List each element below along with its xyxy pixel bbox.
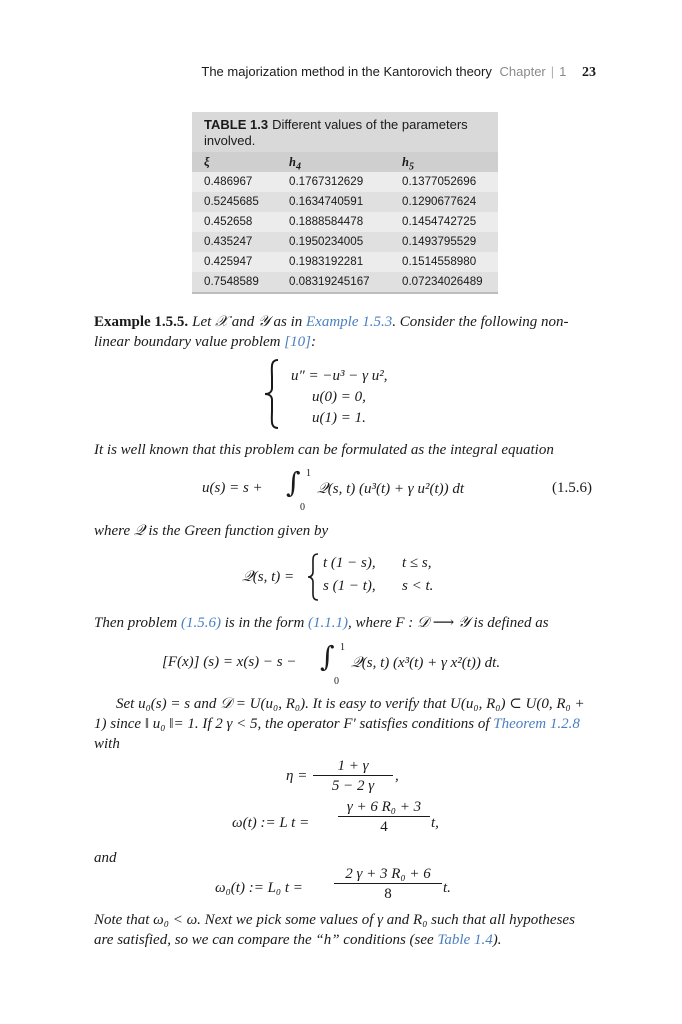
eq-f-upper-limit: 1 <box>340 642 345 653</box>
table-cell: 0.5245685 <box>204 195 259 208</box>
table-cell: 0.08319245167 <box>289 275 370 288</box>
table-cell: 0.435247 <box>204 235 253 248</box>
table-caption <box>192 112 498 152</box>
omega0-fraction <box>334 866 442 904</box>
chapter-number: 1 <box>559 64 567 79</box>
table-row <box>192 272 498 292</box>
and-word: and <box>94 850 117 866</box>
running-title: The majorization method in the Kantorovich theory <box>201 64 492 79</box>
table-1-4-link[interactable]: Table 1.4 <box>437 932 493 948</box>
left-brace-icon <box>262 358 282 430</box>
theorem-1-2-8-link[interactable]: Theorem 1.2.8 <box>493 716 580 732</box>
table-cell: 0.1983192281 <box>289 255 364 268</box>
then-text-3: , where F : 𝒟 ⟶ 𝒴 is defined as <box>348 615 549 631</box>
example-text-2: . Consider the following non-linear boundary value problem <box>94 314 569 350</box>
example-text-3: : <box>310 334 316 350</box>
parameters-table <box>192 112 498 294</box>
equation-1-5-6-link[interactable]: (1.5.6) <box>180 615 221 631</box>
omega-tail: t, <box>431 815 439 831</box>
table-cell: 0.1634740591 <box>289 195 364 208</box>
table-cell: 0.07234026489 <box>402 275 483 288</box>
running-header <box>0 64 596 81</box>
eq-1-5-6-lower-limit: 0 <box>300 502 305 513</box>
header-separator: | <box>550 64 555 79</box>
table-cell: 0.1290677624 <box>402 195 477 208</box>
example-1-5-3-link[interactable]: Example 1.5.3 <box>306 314 393 330</box>
integral-sign-icon: ∫ <box>320 640 335 673</box>
integral-intro-text: It is well known that this problem can be formulated as the integral equation <box>94 442 554 458</box>
table-cell: 0.452658 <box>204 215 253 228</box>
omega0-lhs: ω₀(t) := L₀ t = <box>215 880 303 896</box>
reference-10-link[interactable]: [10] <box>284 334 311 350</box>
bvp-system <box>291 366 388 429</box>
bvp-equation: u″ = −u³ − γ u², <box>291 368 388 384</box>
eq-f-rhs: 𝒬(s, t) (x³(t) + γ x²(t)) dt. <box>351 655 501 671</box>
note-text-1: Note that ω₀ < ω. Next we pick some values of γ and R₀ such that all hypotheses are satisfied, so we can compare the “h” conditions (see <box>94 912 575 948</box>
col-header-h5: $h_5$ <box>402 155 414 173</box>
table-cell: 0.7548589 <box>204 275 259 288</box>
omega0-denominator: 8 <box>384 886 392 902</box>
table-label: TABLE 1.3 <box>204 117 269 132</box>
eta-denominator: 5 − 2 γ <box>331 778 375 794</box>
eq-1-5-6-upper-limit: 1 <box>306 468 311 479</box>
omega-lhs: ω(t) := L t = <box>232 815 310 831</box>
eq-f-lhs: [F(x)] (s) = x(s) − s − <box>162 654 297 670</box>
table-row <box>192 232 498 252</box>
table-cell: 0.1377052696 <box>402 175 477 188</box>
omega0-tail: t. <box>443 880 451 896</box>
green-condition-2: s < t. <box>402 578 434 594</box>
omega-denominator: 4 <box>380 819 388 835</box>
bvp-condition-0: u(0) = 0, <box>312 389 366 405</box>
set-text-2: with <box>94 736 120 752</box>
green-brace <box>306 553 320 606</box>
equation-1-5-6 <box>202 480 263 497</box>
eq-1-5-6-rhs: 𝒬(s, t) (u³(t) + γ u²(t)) dt <box>317 481 465 497</box>
eta-lhs: η = <box>286 768 308 784</box>
chapter-label: Chapter <box>499 64 546 79</box>
green-lhs: 𝒬(s, t) = <box>242 569 295 585</box>
col-header-xi: ξ <box>204 155 210 169</box>
omega-fraction <box>338 799 430 837</box>
table-cell: 0.1950234005 <box>289 235 364 248</box>
eta-tail: , <box>395 768 399 784</box>
table-cell: 0.1888584478 <box>289 215 364 228</box>
green-intro-text: where 𝒬 is the Green function given by <box>94 523 329 539</box>
table-row <box>192 252 498 272</box>
table-cell: 0.425947 <box>204 255 253 268</box>
table-row <box>192 212 498 232</box>
set-paragraph <box>94 694 596 754</box>
eq-f-lower-limit: 0 <box>334 676 339 687</box>
eq-1-5-6-lhs: u(s) = s + <box>202 480 263 496</box>
system-brace <box>262 358 292 430</box>
integral-sign-icon: ∫ <box>286 466 301 499</box>
table-cell: 0.1514558980 <box>402 255 477 268</box>
then-paragraph <box>94 613 596 633</box>
bvp-condition-1: u(1) = 1. <box>312 410 366 426</box>
page-number: 23 <box>582 65 596 80</box>
table-row <box>192 192 498 212</box>
example-label: Example 1.5.5. <box>94 314 189 330</box>
omega-numerator: γ + 6 R₀ + 3 <box>346 799 422 815</box>
table-cell: 0.486967 <box>204 175 253 188</box>
eta-fraction <box>313 758 393 796</box>
table-cell: 0.1767312629 <box>289 175 364 188</box>
table-caption-text: Different values of the parameters involved. <box>204 117 468 148</box>
equation-1-1-1-link[interactable]: (1.1.1) <box>308 615 349 631</box>
equation-number: (1.5.6) <box>552 480 592 496</box>
table-cell: 0.1454742725 <box>402 215 477 228</box>
col-header-h4: $h_4$ <box>289 155 301 173</box>
note-text-2: ). <box>492 932 502 948</box>
table-header-row <box>192 152 498 172</box>
example-text-1: Let 𝒳 and 𝒴 as in <box>192 314 303 330</box>
note-paragraph <box>94 910 596 950</box>
then-text-2: is in the form <box>224 615 305 631</box>
eta-numerator: 1 + γ <box>337 758 369 774</box>
table-bottom-rule <box>192 292 498 294</box>
table-cell: 0.1493795529 <box>402 235 477 248</box>
table-row <box>192 172 498 192</box>
green-case-1: t (1 − s), <box>323 555 376 571</box>
green-case-2: s (1 − t), <box>323 578 376 594</box>
example-paragraph <box>94 312 596 352</box>
set-text-1: Set u₀(s) = s and 𝒟 = U(u₀, R₀). It is easy to verify that U(u₀, R₀) ⊂ U(0, R₀ + 1) since ‖ u₀ ‖= 1. If 2 γ < 5, the operator F′ satisfies conditions of <box>94 696 585 732</box>
left-brace-icon <box>306 553 320 601</box>
omega0-numerator: 2 γ + 3 R₀ + 6 <box>345 866 431 882</box>
then-text-1: Then problem <box>94 615 178 631</box>
green-condition-1: t ≤ s, <box>402 555 432 571</box>
